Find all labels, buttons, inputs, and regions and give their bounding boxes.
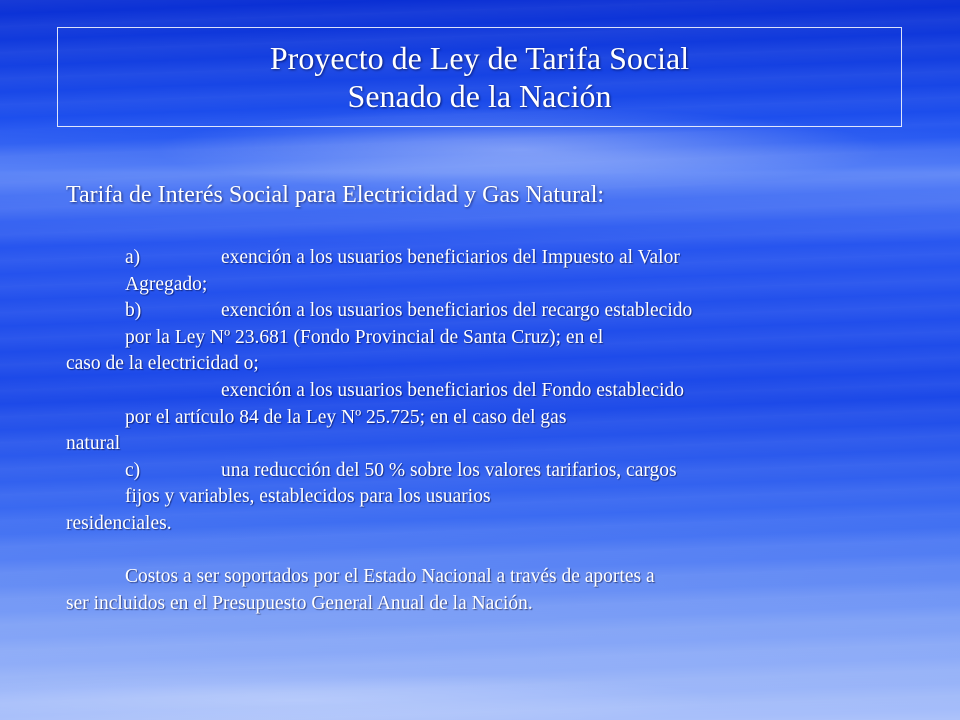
item-b-line-2: por la Ley Nº 23.681 (Fondo Provincial de Santa Cruz); en el	[125, 326, 604, 348]
item-c-line-3: residenciales.	[66, 512, 172, 534]
item-c-marker: c)	[125, 459, 141, 481]
slide-subtitle: Senado de la Nación	[347, 78, 612, 114]
section-heading: Tarifa de Interés Social para Electricidad y Gas Natural:	[66, 182, 605, 208]
item-a-line-2: Agregado;	[125, 273, 208, 295]
slide-title: Proyecto de Ley de Tarifa Social	[269, 40, 690, 76]
title-box	[57, 27, 902, 127]
paragraph-gap	[66, 538, 946, 565]
closing-line-1: Costos a ser soportados por el Estado Nacional a través de aportes a	[125, 566, 655, 588]
item-c-line-2: fijos y variables, establecidos para los usuarios	[125, 486, 491, 508]
item-a-line-1: a) exención a los usuarios beneficiarios del Impuesto al Valor	[66, 245, 946, 272]
item-b-line-3: caso de la electricidad o;	[66, 353, 259, 375]
item-b-line-1: b) exención a los usuarios beneficiarios del recargo establecido	[66, 298, 946, 325]
item-c-line-1: c) una reducción del 50 % sobre los valores tarifarios, cargos	[66, 458, 946, 485]
closing-line-2: ser incluidos en el Presupuesto General Anual de la Nación.	[66, 592, 533, 614]
item-a-marker: a)	[125, 247, 141, 268]
item-b-line-6: natural	[66, 433, 121, 455]
body-text	[66, 245, 946, 617]
item-b-line-4: exención a los usuarios beneficiarios del Fondo establecido	[221, 379, 684, 401]
item-b-marker: b)	[125, 300, 142, 322]
item-b-line-5: por el artículo 84 de la Ley Nº 25.725; en el caso del gas	[125, 406, 567, 428]
